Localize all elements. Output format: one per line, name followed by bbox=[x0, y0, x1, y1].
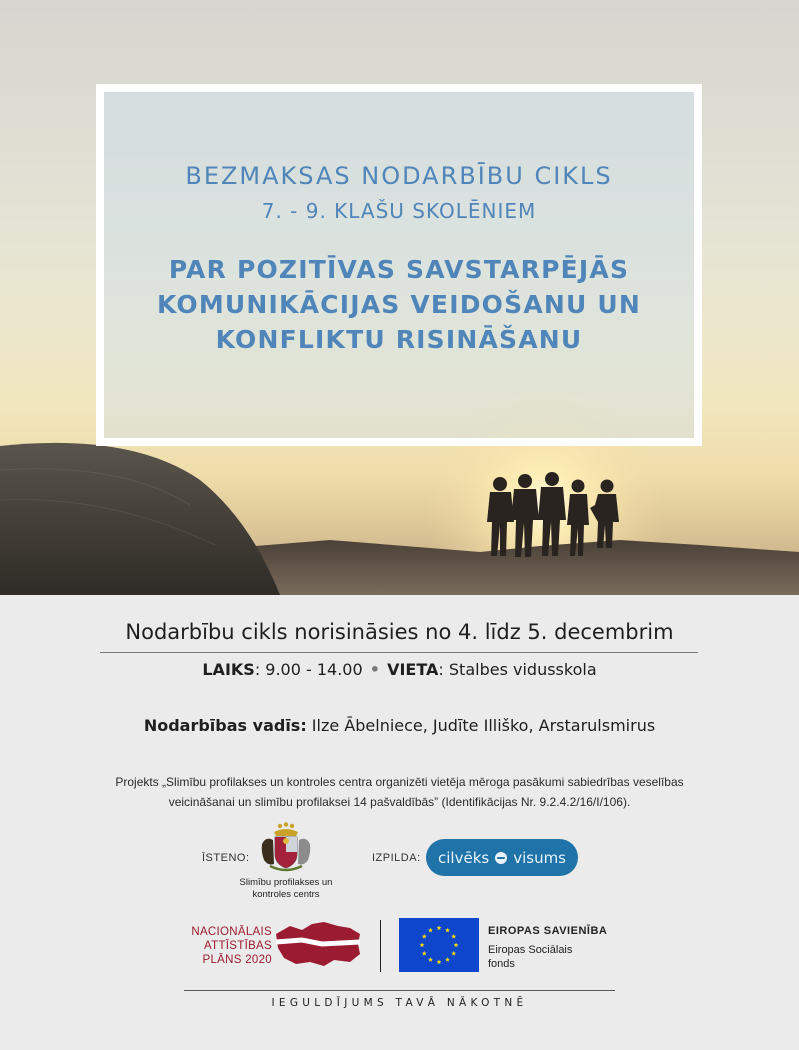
nap-line: ATTĪSTĪBAS bbox=[204, 940, 272, 952]
latvia-map-icon bbox=[272, 918, 364, 970]
main-title-line: KONFLIKTU RISINĀŠANU bbox=[215, 325, 583, 354]
time-label: LAIKS bbox=[202, 660, 255, 679]
main-title bbox=[104, 252, 694, 357]
title-frame bbox=[96, 84, 702, 446]
time-place-line bbox=[0, 660, 799, 679]
subtitle-audience: 7. - 9. KLAŠU SKOLĒNIEM bbox=[261, 199, 537, 223]
coat-of-arms-icon bbox=[260, 822, 312, 874]
eu-title: EIROPAS SAVIENĪBA bbox=[488, 925, 608, 937]
bullet-separator: • bbox=[369, 660, 380, 679]
logo-divider bbox=[380, 920, 381, 972]
implementer-label: ĪSTENO: bbox=[202, 852, 250, 864]
spkc-name bbox=[236, 877, 336, 901]
place-value: : Stalbes vidusskola bbox=[438, 660, 597, 679]
divider-line bbox=[100, 652, 698, 653]
motto: IEGULDĪJUMS TAVĀ NĀKOTNĒ bbox=[271, 997, 528, 1009]
footer-rule bbox=[184, 990, 615, 991]
place-label: VIETA bbox=[387, 660, 439, 679]
course-dates: Nodarbību cikls norisināsies no 4. līdz 5. decembrim bbox=[125, 620, 674, 644]
nap-2020-text bbox=[180, 925, 272, 967]
main-title-line: KOMUNIKĀCIJAS VEIDOŠANU UN bbox=[156, 290, 642, 319]
cv-right-word: visums bbox=[513, 848, 566, 867]
nap-line: PLĀNS 2020 bbox=[202, 954, 272, 966]
executor-label: IZPILDA: bbox=[372, 852, 421, 864]
esf-line: fonds bbox=[488, 958, 515, 970]
eu-flag-icon bbox=[399, 918, 479, 972]
spkc-name-line: Slimību profilakses un bbox=[239, 877, 333, 888]
course-leaders bbox=[0, 716, 799, 735]
cv-left-word: cilvēks bbox=[438, 848, 490, 867]
project-description bbox=[90, 772, 709, 812]
cilveks-visums-logo bbox=[426, 839, 578, 876]
leaders-label: Nodarbības vadīs: bbox=[143, 716, 307, 735]
main-title-line: PAR POZITĪVAS SAVSTARPĒJĀS bbox=[168, 255, 630, 284]
subtitle-free-course: BEZMAKSAS NODARBĪBU CIKLS bbox=[185, 162, 613, 190]
esf-line: Eiropas Sociālais bbox=[488, 944, 573, 956]
time-value: : 9.00 - 14.00 bbox=[254, 660, 363, 679]
project-line: veicināšanai un slimību profilaksei 14 pašvaldībās” (Identifikācijas Nr. 9.2.4.2/16/I/106). bbox=[168, 795, 631, 809]
esf-name bbox=[488, 943, 598, 971]
spkc-name-line: kontroles centrs bbox=[252, 889, 320, 900]
nap-line: NACIONĀLAIS bbox=[191, 926, 272, 938]
leaders-names: Ilze Ābelniece, Judīte Illiško, Arstarulsmirus bbox=[306, 716, 656, 735]
cv-dot-icon bbox=[495, 852, 507, 864]
project-line: Projekts „Slimību profilakses un kontroles centra organizēti vietēja mēroga pasākumi sabiedrības veselības bbox=[115, 775, 684, 789]
